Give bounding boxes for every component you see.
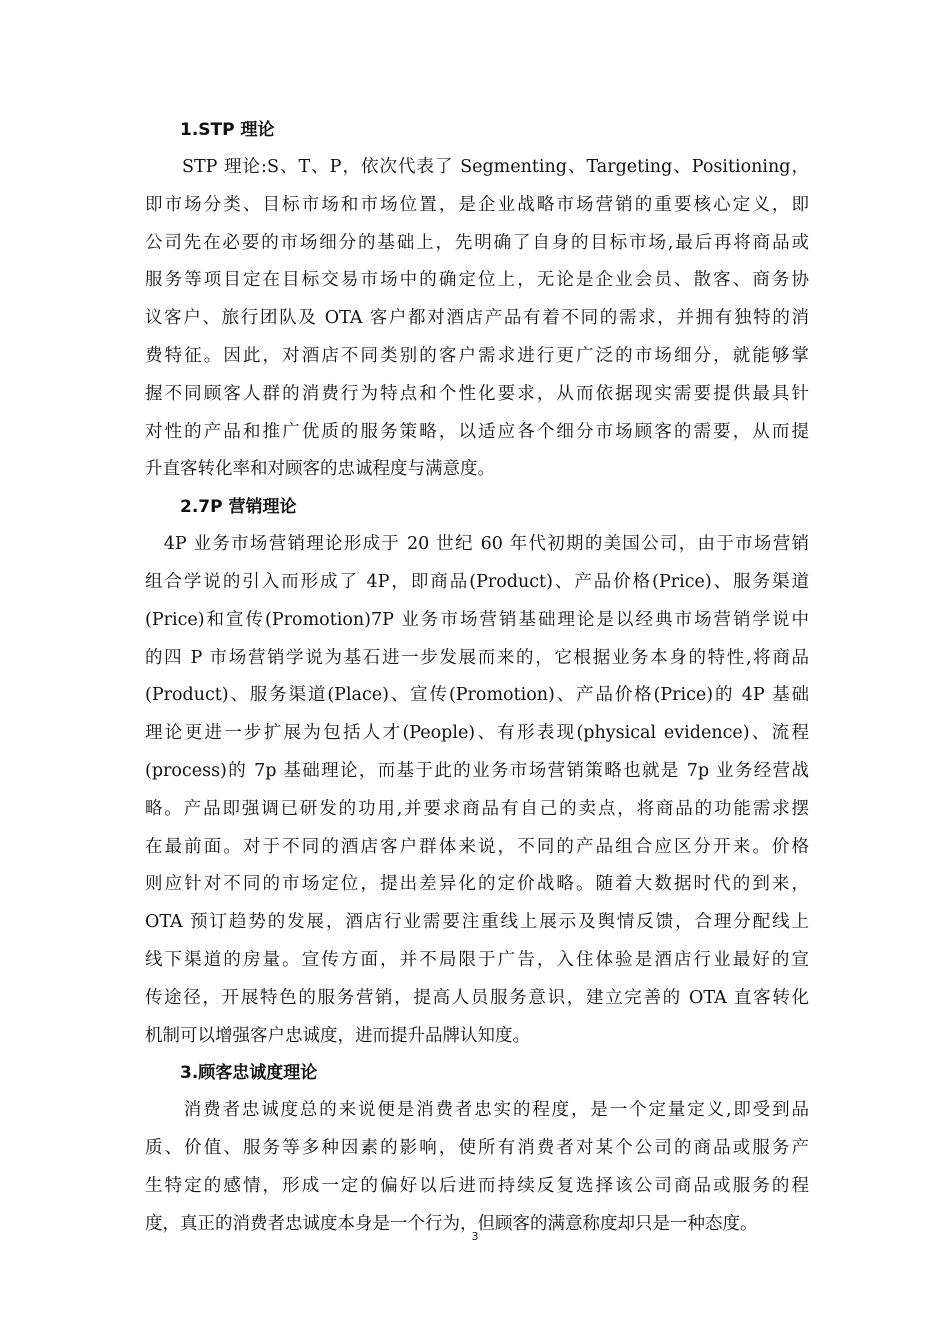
text-line: 握不同顾客人群的消费行为特点和个性化要求，从而依据现实需要提供最具针 [145, 383, 809, 404]
text-line: (Price)和宣传(Promotion)7P 业务市场营销基础理论是以经典市场营销学说中 [145, 609, 809, 630]
text-line: 4P 业务市场营销理论形成于 20 世纪 60 年代初期的美国公司，由于市场营销 [145, 534, 809, 555]
text-line: 机制可以增强客户忠诚度，进而提升品牌认知度。 [145, 1025, 530, 1046]
text-line: 公司先在必要的市场细分的基础上，先明确了自身的目标市场,最后再将商品或 [145, 232, 809, 253]
paragraph-7p [145, 526, 809, 1055]
text-line: 组合学说的引入而形成了 4P，即商品(Product)、产品价格(Price)、服务渠道 [145, 571, 809, 592]
text-line: (process)的 7p 基础理论，而基于此的业务市场营销策略也就是 7p 业务经营战 [145, 760, 809, 781]
text-line: 费特征。因此，对酒店不同类别的客户需求进行更广泛的市场细分，就能够掌 [145, 345, 809, 366]
text-line: 质、价值、服务等多种因素的影响，使所有消费者对某个公司的商品或服务产 [145, 1138, 809, 1159]
page-number: 3 [471, 1230, 479, 1243]
text-line: 即市场分类、目标市场和市场位置，是企业战略市场营销的重要核心定义，即 [145, 194, 809, 215]
section-heading-stp: 1.STP 理论 [180, 120, 275, 140]
text-line: 则应针对不同的市场定位，提出差异化的定价战略。随着大数据时代的到来， [145, 874, 809, 895]
text-line: 议客户、旅行团队及 OTA 客户都对酒店产品有着不同的需求，并拥有独特的消 [145, 308, 809, 329]
text-line: 生特定的感情，形成一定的偏好以后进而持续反复选择该公司商品或服务的程 [145, 1175, 809, 1196]
text-line: 略。产品即强调已研发的功用,并要求商品有自己的卖点，将商品的功能需求摆 [145, 798, 809, 819]
text-line: 度，真正的消费者忠诚度本身是一个行为，但顾客的满意称度却只是一种态度。 [145, 1213, 758, 1234]
text-line: 升直客转化率和对顾客的忠诚程度与满意度。 [145, 459, 495, 480]
text-line: OTA 预订趋势的发展，酒店行业需要注重线上展示及舆情反馈，合理分配线上 [145, 912, 809, 933]
text-line: (Product)、服务渠道(Place)、宣传(Promotion)、产品价格(Price)的 4P 基础 [145, 685, 809, 706]
text-line: 对性的产品和推广优质的服务策略，以适应各个细分市场顾客的需要，从而提 [145, 421, 809, 442]
text-line: 服务等项目定在目标交易市场中的确定位上，无论是企业会员、散客、商务协 [145, 270, 809, 291]
page-content [145, 112, 809, 1244]
text-line: 消费者忠诚度总的来说便是消费者忠实的程度，是一个定量定义,即受到品 [145, 1100, 809, 1121]
text-line: 传途径，开展特色的服务营销，提高人员服务意识，建立完善的 OTA 直客转化 [145, 987, 809, 1008]
text-line: 理论更进一步扩展为包括人才(People)、有形表现(physical evidence)、流程 [145, 723, 809, 744]
paragraph-loyalty [145, 1092, 809, 1243]
section-heading-loyalty: 3.顾客忠诚度理论 [180, 1063, 318, 1084]
text-line: 的四 P 市场营销学说为基石进一步发展而来的，它根据业务本身的特性,将商品 [145, 647, 809, 668]
text-line: 线下渠道的房量。宣传方面，并不局限于广告，入住体验是酒店行业最好的宣 [145, 949, 809, 970]
section-heading-7p: 2.7P 营销理论 [180, 497, 297, 518]
text-line: 在最前面。对于不同的酒店客户群体来说，不同的产品组合应区分开来。价格 [145, 836, 809, 857]
text-line: STP 理论:S、T、P，依次代表了 Segmenting、Targeting、Positioning， [145, 157, 809, 177]
paragraph-stp [145, 149, 809, 489]
